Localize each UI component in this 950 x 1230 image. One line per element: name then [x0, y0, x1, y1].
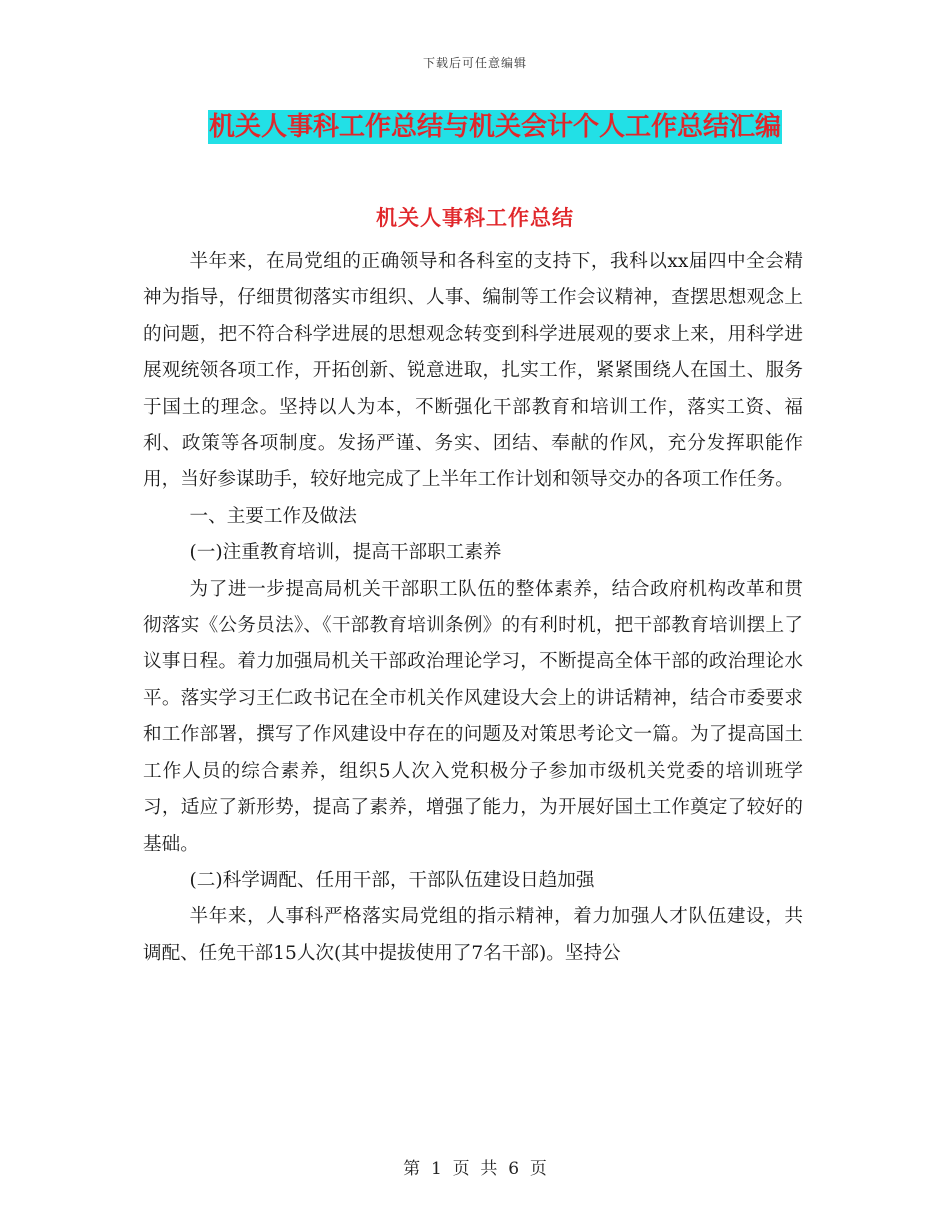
subheading-education-training: (一)注重教育培训，提高干部职工素养 [189, 542, 502, 564]
document-body [143, 244, 803, 972]
subheading-cadre-allocation: (二)科学调配、任用干部，干部队伍建设日趋加强 [189, 869, 595, 891]
paragraph-education-training: 为了进一步提高局机关干部职工队伍的整体素养，结合政府机构改革和贯彻落实《公务员法》、《干部教育培训条例》的有利时机，把干部教育培训摆上了议事日程。着力加强局机关干部政治理论学习，不断提高全体干部的政治理论水平。落实学习王仁政书记在全市机关作风建设大会上的讲话精神，结合市委要求和工作部署，撰写了作风建设中存在的问题及对策思考论文一篇。为了提高国土工作人员的综合素养，组织5人次入党积极分子参加市级机关党委的培训班学习，适应了新形势，提高了素养，增强了能力，为开展好国土工作奠定了较好的基础。 [143, 578, 803, 855]
paragraph-intro: 半年来，在局党组的正确领导和各科室的支持下，我科以xx届四中全会精神为指导，仔细贯彻落实市组织、人事、编制等工作会议精神，查摆思想观念上的问题，把不符合科学进展的思想观念转变到科学进展观的要求上来，用科学进展观统领各项工作，开拓创新、锐意进取，扎实工作，紧紧围绕人在国土、服务于国土的理念。坚持以人为本，不断强化干部教育和培训工作，落实工资、福利、政策等各项制度。发扬严谨、务实、团结、奉献的作风，充分发挥职能作用，当好参谋助手，较好地完成了上半年工作计划和领导交办的各项工作任务。 [143, 251, 803, 491]
section-title: 机关人事科工作总结 [376, 205, 574, 230]
document-main-title: 机关人事科工作总结与机关会计个人工作总结汇编 [209, 112, 782, 142]
heading-main-work: 一、主要工作及做法 [189, 505, 357, 527]
paragraph-cadre-allocation: 半年来，人事科严格落实局党组的指示精神，着力加强人才队伍建设，共调配、任免干部15人次(其中提拔使用了7名干部)。坚持公 [143, 906, 803, 964]
header-note: 下载后可任意编辑 [422, 56, 527, 70]
page-footer: 第 1 页 共 6 页 [403, 1159, 547, 1179]
